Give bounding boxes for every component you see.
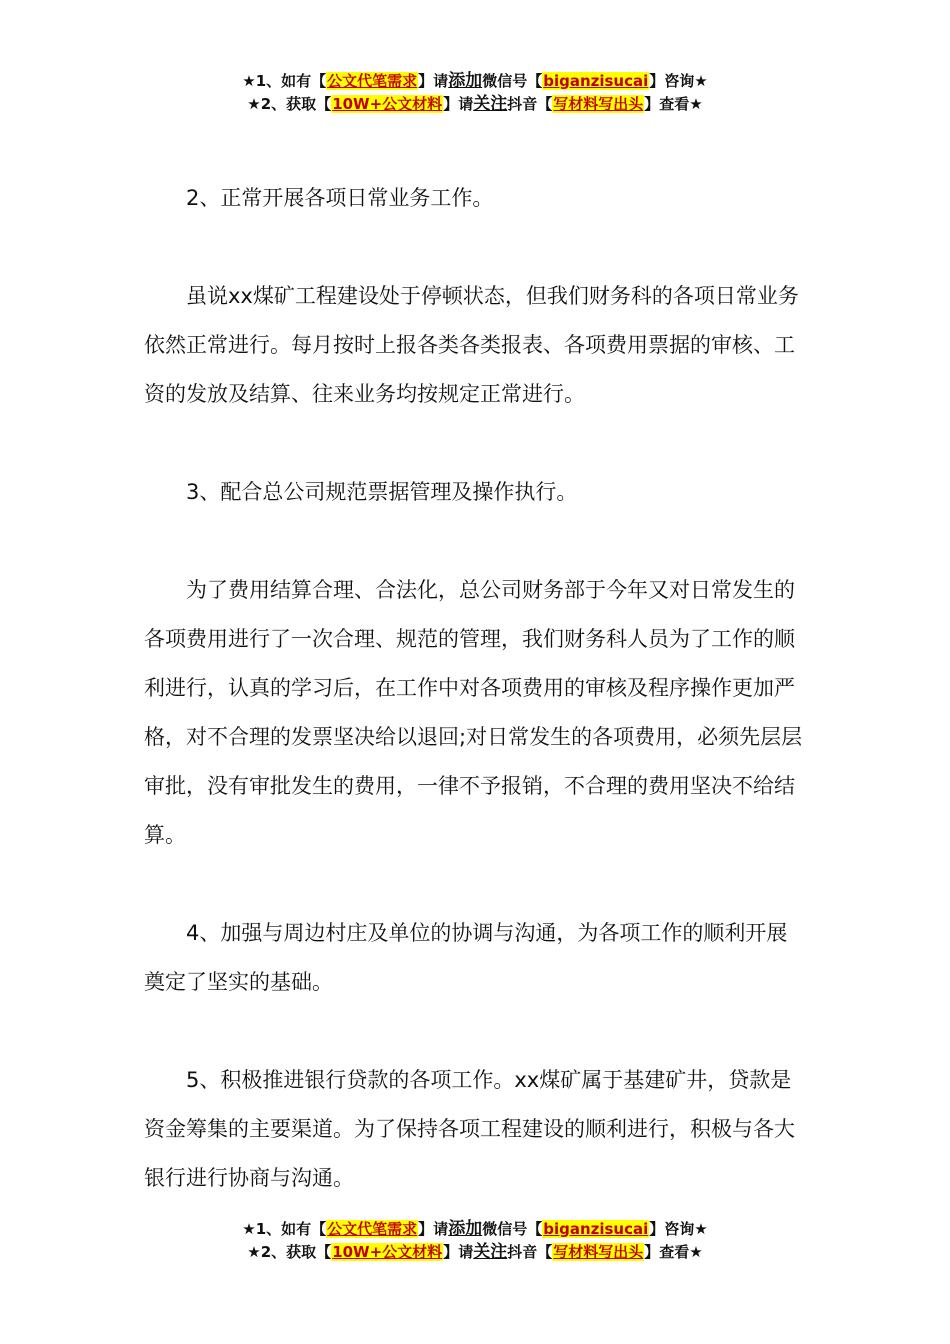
paragraph-heading-4: 4、加强与周边村庄及单位的协调与沟通，为各项工作的顺利开展奠定了坚实的基础。	[144, 921, 788, 994]
paragraph-heading-3: 3、配合总公司规范票据管理及操作执行。	[186, 480, 578, 504]
banner-highlight: 10W+公文材料	[332, 1243, 443, 1261]
bottom-banner	[0, 1218, 950, 1264]
paragraph-body: 为了费用结算合理、合法化，总公司财务部于今年又对日常发生的各项费用进行了一次合理、规范的管理，我们财务科人员为了工作的顺利进行，认真的学习后，在工作中对各项费用的审核及程序操作更加严格，对不合理的发票坚决给以退回;对日常发生的各项费用，必须先层层审批，没有审批发生的费用，一律不予报销，不合理的费用坚决不给结算。	[144, 578, 803, 847]
banner-wechat-id: biganzisucai	[543, 72, 649, 90]
banner-douyin-id: 写材料写出头	[553, 1243, 644, 1261]
paragraph-body: 虽说xx煤矿工程建设处于停顿状态，但我们财务科的各项日常业务依然正常进行。每月按时上报各类各类报表、各项费用票据的审核、工资的发放及结算、往来业务均按规定正常进行。	[144, 284, 799, 406]
banner-highlight: 10W+公文材料	[332, 95, 443, 113]
top-banner	[0, 70, 950, 116]
paragraph-heading-5: 5、积极推进银行贷款的各项工作。xx煤矿属于基建矿井，贷款是资金筹集的主要渠道。为了保持各项工程建设的顺利进行，积极与各大银行进行协商与沟通。	[144, 1068, 795, 1190]
banner-wechat-id: biganzisucai	[543, 1220, 649, 1238]
banner-highlight: 公文代笔需求	[327, 72, 418, 90]
banner-highlight: 公文代笔需求	[327, 1220, 418, 1238]
banner-line-1: ★1、如有【公文代笔需求】请添加微信号【biganzisucai】咨询★	[242, 1219, 708, 1239]
banner-line-2: ★2、获取【10W+公文材料】请关注抖音【写材料写出头】查看★	[247, 94, 703, 114]
banner-line-1: ★1、如有【公文代笔需求】请添加微信号【biganzisucai】咨询★	[242, 71, 708, 91]
paragraph-heading-2: 2、正常开展各项日常业务工作。	[186, 186, 494, 210]
banner-line-2: ★2、获取【10W+公文材料】请关注抖音【写材料写出头】查看★	[247, 1242, 703, 1262]
banner-douyin-id: 写材料写出头	[553, 95, 644, 113]
document-body	[144, 174, 808, 1203]
